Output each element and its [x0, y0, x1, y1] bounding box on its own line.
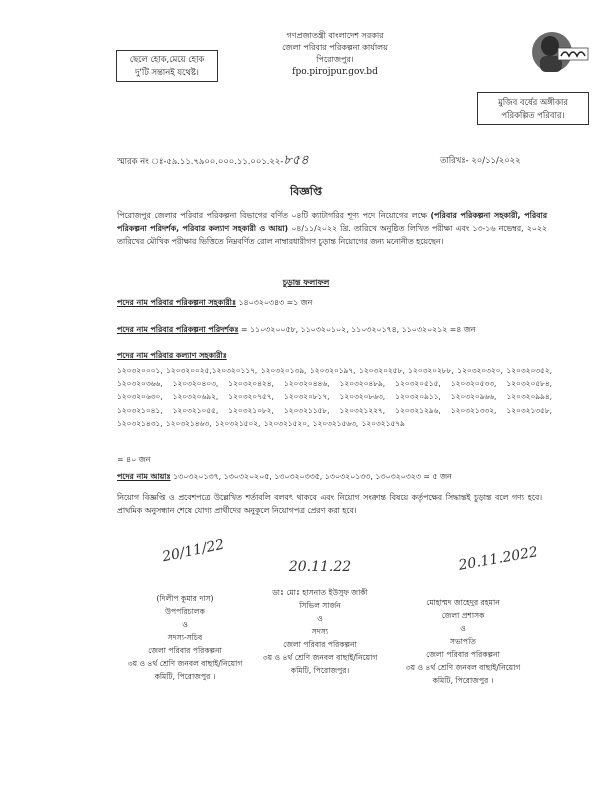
intro-paragraph — [117, 209, 547, 248]
signature-3-scribble: 20.11.2022 — [457, 544, 540, 574]
intro-text-2: ০৪/১১/২০২২ খ্রি. তারিখে অনুষ্ঠিত লিখিত পরীক্ষা এবং ১৩-১৬ নভেম্বর, ২০২২ তারিখের মৌখিক পরীক্ষার ভিত্তিতে নিম্নবর্ণিত রোল নাম্বারধারীগণ চুড়ান্ত নিয়োগের জন্য মনোনীত হয়েছেন। — [117, 224, 547, 246]
signatory-1-designation: উপপরিচালক — [165, 607, 205, 616]
signatory-3-designation: জেলা প্রশাসক — [441, 611, 485, 620]
mujib-borsho-logo-icon — [528, 26, 590, 88]
signatory-3 — [378, 596, 548, 687]
signatory-3-committee-3: কমিটি, পিরোজপুর । — [432, 676, 494, 685]
letterhead — [230, 30, 440, 78]
signatory-2-role: সদস্য — [311, 627, 329, 636]
signatory-1-committee-3: কমিটি, পিরোজপুর । — [154, 672, 216, 681]
signatory-2-committee-3: কমিটি, পিরোজপুর। — [290, 666, 350, 675]
signatory-1-and: ও — [182, 620, 188, 629]
office-location: পিরোজপুর। — [316, 55, 354, 64]
slogan-line-1: ছেলে হোক,মেয়ে হোক — [129, 54, 205, 64]
post-aya-value: ১৩০৩২০১৩৭, ১৩০৩২০২০৫, ১৩০৩২০৩৩৫, ১৩০৩২০১৩৩, ১৩০৩২০৩২৩ = ৫ জন — [170, 472, 452, 481]
post-fwa-roll-list: ১২০৩২০০০১, ১২০৩২০০২৫,১২০৩২০১১৭, ১২০৩২০১৩৯, ১২০৩২০১৯৭, ১২০৩২০২৫৮, ১২০৩২০২৮৮, ১২০৩২০৩২০, ১২০৩২০৩৫২, ১২০৩২০৩৬৬, ১২০৩২০৪০৩, ১২০৩২০৪২৪, ১২০৩২০৪৪৬, ১২০৩২০৪৮৯, ১২০৩২০৫১৫, ১২০৩২০৫৩৩, ১২০৩২০৫৮৪, ১২০৩২০৬৩০, ১২০৩২০৬৯২, ১২০৩২০৭৫৭, ১২০৩২০৮১৭, ১২০৩২০৮৬৩, ১২০৩২০৯১১, ১২০৩২০৯৬৬, ১২০৩২০৯৯৪, ১২০৩২১০৪১, ১২০৩২১০৫৫, ১২০৩২১০৮২, ১২০৩২১১৫৮, ১২০৩২১২২৭, ১২০৩২১২৯৬, ১২০৩২১৩৩২, ১২০৩২১৩৫৮, ১২০৩২১৪৩১, ১২০৩২১৪৬৩, ১২০৩২১৫০২, ১২০৩২১৫২০, ১২০৩২১৫৬৩, ১২০৩২১৫৭৯ — [117, 366, 552, 428]
memo-handwritten-number: ৮৫৪ — [283, 153, 309, 168]
post-fpa-label: পদের নাম পরিবার পরিকল্পনা সহকারীঃ — [117, 298, 237, 307]
pledge-line-1: মুজিব বর্ষের অঙ্গীকার — [498, 97, 568, 107]
memo-text: স্মারক নং ঃ-৫৯.১১.৭৯০০.০০০.১১.০০১.২২- — [117, 156, 284, 166]
post-fpa — [117, 297, 557, 309]
post-fwa-label-row — [117, 350, 557, 362]
slogan-line-2: দু'টি সন্তানই যথেষ্ট। — [135, 67, 199, 77]
issue-date: তারিখঃ- ২০/১১/২০২২ — [440, 155, 521, 165]
signatory-1-committee-2: ৩য় ও ৪র্থ শ্রেণি জনবল বাছাই/নিয়োগ — [127, 659, 243, 668]
post-aya-label: পদের নাম আয়াঃ — [117, 472, 171, 481]
post-fpi-label: পদের নাম পরিবার পরিকল্পনা পরিদর্শকঃ — [117, 325, 239, 334]
signature-1-scribble: 20/11/22 — [160, 536, 226, 566]
signatory-1-role: সদস্য-সচিব — [167, 633, 203, 642]
pledge-box — [477, 92, 589, 125]
final-result-heading: চুড়ান্ত ফলাফল — [282, 278, 330, 287]
office-name: জেলা পরিবার পরিকল্পনা কার্যালয় — [282, 43, 388, 52]
signatory-1-committee-1: জেলা পরিবার পরিকল্পনা — [148, 646, 222, 655]
signatory-3-and: ও — [460, 624, 466, 633]
signatory-3-role: সভাপতি — [450, 637, 476, 646]
memo-number — [117, 151, 309, 172]
slogan-box — [116, 50, 218, 82]
signatory-3-name: মোহাম্মদ জাহেদুর রহমান — [426, 598, 500, 607]
post-fwa-total: = ৪০ জন — [117, 455, 151, 464]
post-fwa-label: পদের নাম পরিবার কল্যাণ সহকারীঃ — [117, 351, 227, 360]
signatory-2-committee-1: জেলা পরিবার পরিকল্পনা — [283, 640, 357, 649]
signatory-3-committee-2: ৩য় ও ৪র্থ শ্রেণি জনবল বাছাই/নিয়োগ — [405, 663, 521, 672]
post-aya — [117, 471, 557, 483]
signatory-1-name: (দিলীপ কুমার দাস) — [156, 594, 214, 603]
signatory-2-designation: সিভিল সার্জন — [299, 601, 341, 610]
conditions-note: নিয়োগ বিজ্ঞপ্তি ও প্রবেশপত্রে উল্লেখিত শর্তাবলি বলবৎ থাকবে এবং নিয়োগ সংক্রান্ত বিষয়ে কর্তৃপক্ষের সিদ্ধান্তই চুড়ান্ত বলে গণ্য হবে। প্রাথমিক অনুসন্ধান শেষে যোগ্য প্রার্থীদের অনুকূলে নিয়োগপত্র প্রেরণ করা হবে। — [117, 493, 543, 515]
signatory-2-name: ডাঃ মোঃ হাসনাত ইউসুফ জাকী — [272, 588, 368, 597]
pledge-line-2: পরিকল্পিত পরিবার। — [501, 110, 565, 120]
intro-text-1: পিরোজপুর জেলার পরিবার পরিকল্পনা বিভাগের বর্ণিত ০৪টি ক্যাটাগরির শূণ্য পদে নিয়োগের লক্ষে — [117, 211, 431, 220]
govt-name: গণপ্রজাতন্ত্রী বাংলাদেশ সরকার — [286, 31, 384, 40]
signatory-2-committee-2: ৩য় ও ৪র্থ শ্রেণি জনবল বাছাই/নিয়োগ — [262, 653, 378, 662]
signatory-1 — [110, 592, 260, 683]
signatory-2-and: ও — [317, 614, 323, 623]
signature-2-scribble: 20.11.22 — [288, 559, 352, 575]
intro-posts-bold: (পরিবার পরিকল্পনা সহকারী, পরিবার পরিকল্পনা পরিদর্শক, পরিবার কল্যাণ সহকারী ও আয়া) — [117, 211, 547, 233]
post-fpi-value: = ১১০৩২০০৫৮, ১১০৩২০১০২, ১১০৩২০১৭৪, ১১০৩২০২১২ =৪ জন — [238, 325, 476, 334]
post-fpi — [117, 324, 557, 336]
notice-title: বিজ্ঞপ্তি — [290, 185, 322, 198]
signatory-3-committee-1: জেলা পরিবার পরিকল্পনা — [426, 650, 500, 659]
office-website: fpo.pirojpur.gov.bd — [292, 67, 378, 77]
signatory-2 — [240, 586, 400, 677]
post-fpa-value: ১৪০৩২০৩৪৩ =১ জন — [236, 298, 313, 307]
